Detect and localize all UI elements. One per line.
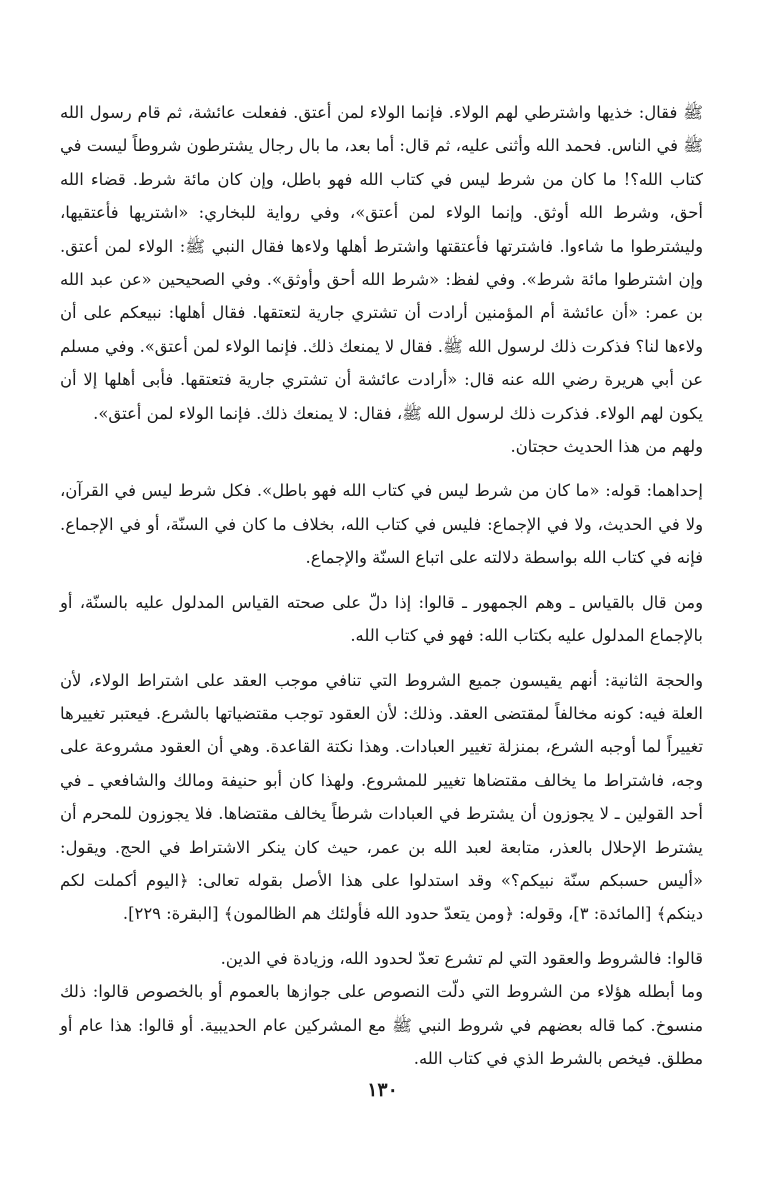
page-body	[60, 96, 703, 1075]
paragraph-two-arguments: ولهم من هذا الحديث حجتان.	[510, 437, 703, 457]
paragraph-conditions-contracts: قالوا: فالشروط والعقود التي لم تشرع تعدّ لحدود الله، وزيادة في الدين.	[220, 948, 703, 968]
paragraph-first-argument: إحداهما: قوله: «ما كان من شرط ليس في كتاب الله فهو باطل». فكل شرط ليس في القرآن، ولا في الحديث، ولا في الإجماع: فليس في كتاب الله، بخلاف ما كان في السنّة، أو في الإجماع. فإنه في كتاب الله بواسطة دلالته على اتباع السنّة والإجماع.	[60, 481, 703, 568]
paragraph-hadith-aisha: ﷺ فقال: خذيها واشترطي لهم الولاء. فإنما الولاء لمن أعتق. ففعلت عائشة، ثم قام رسول الله ﷺ في الناس. فحمد الله وأثنى عليه، ثم قال: أما بعد، ما بال رجال يشترطون شروطاً ليست في كتاب الله؟! ما كان من شرط ليس في كتاب الله فهو باطل، وإن كان مائة شرط. قضاء الله أحق، وشرط الله أوثق. وإنما الولاء لمن أعتق»، وفي رواية للبخاري: «اشتريها فأعتقيها، وليشترطوا ما شاءوا. فاشترتها فأعتقتها واشترط أهلها ولاءها فقال النبي ﷺ: الولاء لمن أعتق. وإن اشترطوا مائة شرط». وفي لفظ: «شرط الله أحق وأوثق». وفي الصحيحين «عن عبد الله بن عمر: «أن عائشة أم المؤمنين أرادت أن تشتري جارية لتعتقها. فقال أهلها: نبيعكم على أن ولاءها لنا؟ فذكرت ذلك لرسول الله ﷺ. فقال لا يمنعك ذلك. فإنما الولاء لمن أعتق». وفي مسلم عن أبي هريرة رضي الله عنه قال: «أرادت عائشة أن تشتري جارية فتعتقها. فأبى أهلها إلا أن يكون لهم الولاء. فذكرت ذلك لرسول الله ﷺ، فقال: لا يمنعك ذلك. فإنما الولاء لمن أعتق».	[60, 103, 703, 423]
page-number: ١٣٠	[367, 1079, 398, 1101]
paragraph-second-argument: والحجة الثانية: أنهم يقيسون جميع الشروط التي تنافي موجب العقد على اشتراط الولاء، لأن العلة فيه: كونه مخالفاً لمقتضى العقد. وذلك: لأن العقود توجب مقتضياتها بالشرع. فيعتبر تغييرها تغييراً لما أوجبه الشرع، بمنزلة تغيير العبادات. وهذا نكتة القاعدة. وهي أن العقود مشروعة على وجه، فاشتراط ما يخالف مقتضاها تغيير للمشروع. ولهذا كان أبو حنيفة ومالك والشافعي ـ في أحد القولين ـ لا يجوزون أن يشترط في العبادات شرطاً يخالف مقتضاها. فلا يجوزون للمحرم أن يشترط الإحلال بالعذر، متابعة لعبد الله بن عمر، حيث كان ينكر الاشتراط في الحج. ويقول: «أليس حسبكم سنّة نبيكم؟» وقد استدلوا على هذا الأصل بقوله تعالى: ﴿اليوم أكملت لكم دينكم﴾ [المائدة: ٣]، وقوله: ﴿ومن يتعدّ حدود الله فأولئك هم الظالمون﴾ [البقرة: ٢٢٩].	[60, 670, 703, 924]
paragraph-analogy: ومن قال بالقياس ـ وهم الجمهور ـ قالوا: إذا دلّ على صحته القياس المدلول عليه بالسنّة، أو بالإجماع المدلول عليه بكتاب الله: فهو في كتاب الله.	[60, 592, 703, 646]
paragraph-abrogation: وما أبطله هؤلاء من الشروط التي دلّت النصوص على جوازها بالعموم أو بالخصوص قالوا: ذلك منسوخ. كما قاله بعضهم في شروط النبي ﷺ مع المشركين عام الحديبية. أو قالوا: هذا عام أو مطلق. فيخص بالشرط الذي في كتاب الله.	[60, 982, 703, 1068]
